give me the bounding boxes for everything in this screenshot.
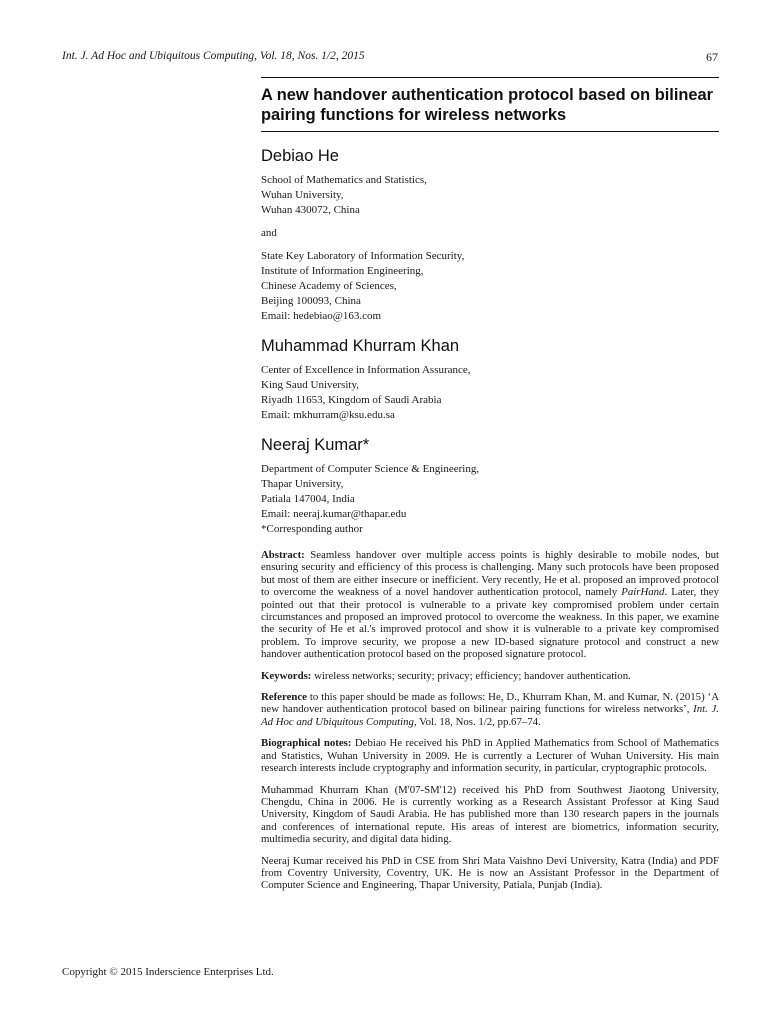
bio-kumar: Neeraj Kumar received his PhD in CSE from Shri Mata Vaishno Devi University, Katra (India) and PDF from Coventry University, Coventry, UK. He is now an Assistant Professor in the Department of Computer Science and Engineering, Thapar University, Patiala, Punjab (India).: [261, 854, 719, 892]
affiliation-line: Chinese Academy of Sciences,: [261, 280, 397, 292]
journal-name: Int. J. Ad Hoc and Ubiquitous Computing: [261, 703, 719, 728]
affiliation-and: and: [261, 227, 277, 239]
title-block: [261, 77, 719, 132]
affiliation-line: Thapar University,: [261, 478, 344, 490]
affiliation-line: Center of Excellence in Information Assurance,: [261, 364, 471, 376]
affiliation-line: School of Mathematics and Statistics,: [261, 174, 427, 186]
author-email: Email: hedebiao@163.com: [261, 310, 382, 322]
keywords: Keywords: wireless networks; security; privacy; efficiency; handover authentication.: [261, 669, 631, 682]
affiliation-line: State Key Laboratory of Information Security,: [261, 250, 465, 262]
author-block-khan: [261, 336, 719, 423]
author-name: Debiao He: [261, 147, 339, 165]
affiliation-line: Beijing 100093, China: [261, 295, 361, 307]
abstract: Abstract: Seamless handover over multiple access points is highly desirable to mobile nodes, but ensuring security and efficiency of this process is challenging. Many such protocols have been proposed but most of them are either insecure or inefficient. Very recently, He et al. proposed an improved protocol to overcome the weakness of a novel handover authentication protocol, namely PairHand. Later, they pointed out that their protocol is vulnerable to a private key compromised problem under certain circumstances and proposed an improved protocol to overcome the weakness. In this paper, we examine the security of He et al.'s improved protocol and show it is vulnerable to a private key compromised problem. To improve security, we propose a new ID-based signature protocol and construct a new handover authentication protocol based on the proposed signature protocol.: [261, 549, 719, 661]
bio-khan: Muhammad Khurram Khan (M'07-SM'12) received his PhD from Southwest Jiaotong University, Chengdu, China in 2006. He is currently working as a Research Assistant Professor at King Saud University, Kingdom of Saudi Arabia. He has published more than 130 research papers in the journals and conferences of international repute. His areas of interest are biometrics, information security, multimedia security, and digital data hiding.: [261, 783, 719, 846]
running-header: [62, 50, 718, 62]
copyright-footer: Copyright © 2015 Inderscience Enterprises Ltd.: [62, 966, 274, 978]
affiliation: [261, 363, 719, 423]
reference-note: Reference to this paper should be made as follows: He, D., Khurram Khan, M. and Kumar, N. (2015) ‘A new handover authentication protocol based on bilinear pairing functions for wireless networks’, Int. J. Ad Hoc and Ubiquitous Computing, Vol. 18, Nos. 1/2, pp.67–74.: [261, 691, 719, 728]
affiliation-line: Department of Computer Science & Engineering,: [261, 463, 480, 475]
bio-label: Biographical notes:: [261, 737, 352, 750]
affiliation-1: [261, 173, 719, 218]
reference-label: Reference: [261, 691, 307, 704]
affiliation: [261, 462, 719, 537]
bio-he: Biographical notes: Debiao He received his PhD in Applied Mathematics from School of Mathematics and Statistics, Wuhan University in 2009. He is currently a Lecturer of Wuhan University. His main research interests include cryptography and information security, in particular, cryptographic protocols.: [261, 737, 719, 775]
author-name: Muhammad Khurram Khan: [261, 337, 460, 355]
protocol-name: PairHand: [621, 586, 665, 599]
author-block-he: [261, 146, 719, 324]
affiliation-line: Wuhan University,: [261, 189, 344, 201]
paper-title: A new handover authentication protocol based on bilinear pairing functions for wireless networks: [261, 86, 714, 124]
author-block-kumar: [261, 435, 719, 537]
affiliation-2: [261, 249, 719, 324]
page-number: 67: [706, 50, 718, 64]
affiliation-line: King Saud University,: [261, 379, 359, 391]
affiliation-line: Riyadh 11653, Kingdom of Saudi Arabia: [261, 394, 442, 406]
keywords-label: Keywords:: [261, 669, 312, 682]
affiliation-line: Patiala 147004, India: [261, 493, 355, 505]
affiliation-line: Institute of Information Engineering,: [261, 265, 424, 277]
abstract-label: Abstract:: [261, 549, 305, 561]
article-front-matter: [261, 146, 719, 892]
author-email: Email: neeraj.kumar@thapar.edu: [261, 508, 407, 520]
author-email: Email: mkhurram@ksu.edu.sa: [261, 409, 395, 421]
corresponding-author-note: *Corresponding author: [261, 523, 363, 535]
author-name: Neeraj Kumar*: [261, 436, 370, 454]
journal-citation: Int. J. Ad Hoc and Ubiquitous Computing, Vol. 18, Nos. 1/2, 2015: [62, 50, 365, 62]
affiliation-line: Wuhan 430072, China: [261, 204, 360, 216]
